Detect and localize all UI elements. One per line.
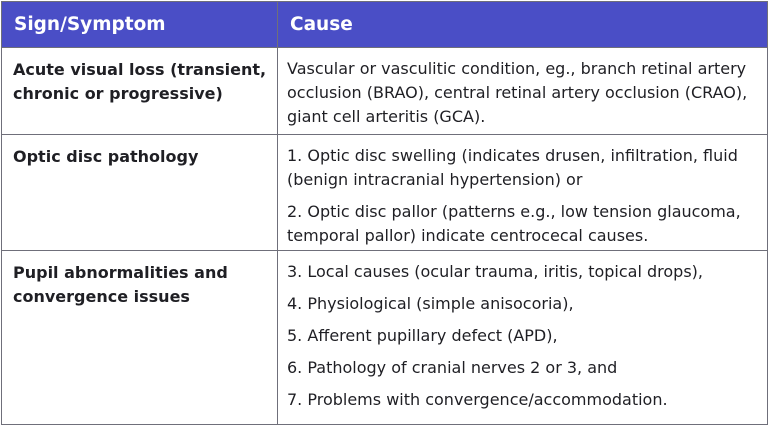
cause-cell — [278, 48, 768, 135]
table-header-row — [2, 2, 768, 48]
cause-text: 2. Optic disc pallor (patterns e.g., low tension glaucoma, temporal pallor) indicate centrocecal causes. — [287, 202, 741, 245]
table-row — [2, 135, 768, 251]
cause-cell — [278, 135, 768, 251]
cause-text: 4. Physiological (simple anisocoria), — [287, 294, 574, 313]
cause-text: 5. Afferent pupillary defect (APD), — [287, 326, 558, 345]
header-sign-symptom: Sign/Symptom — [2, 2, 278, 48]
sign-symptom-cause-table — [1, 1, 768, 425]
table-row — [2, 48, 768, 135]
table-row — [2, 251, 768, 425]
cause-text: 6. Pathology of cranial nerves 2 or 3, and — [287, 358, 618, 377]
cause-text: 3. Local causes (ocular trauma, iritis, topical drops), — [287, 262, 703, 281]
symptom-cell: Pupil abnormalities and convergence issues — [2, 251, 278, 425]
header-cause: Cause — [278, 2, 768, 48]
cause-text: 7. Problems with convergence/accommodation. — [287, 390, 668, 409]
symptom-cell: Optic disc pathology — [2, 135, 278, 251]
cause-text: Vascular or vasculitic condition, eg., branch retinal artery occlusion (BRAO), central retinal artery occlusion (CRAO), giant cell arteritis (GCA). — [287, 59, 748, 126]
symptom-cell: Acute visual loss (transient, chronic or progressive) — [2, 48, 278, 135]
cause-cell — [278, 251, 768, 425]
cause-text: 1. Optic disc swelling (indicates drusen, infiltration, fluid (benign intracranial hypertension) or — [287, 146, 738, 189]
